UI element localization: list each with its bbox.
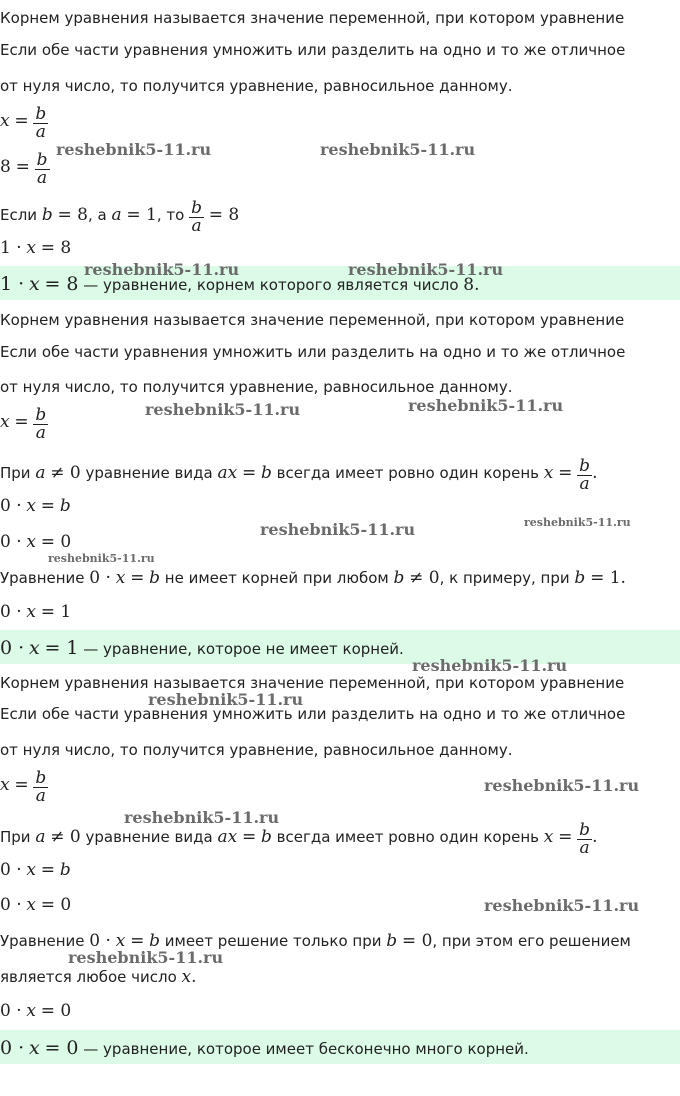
infinite-roots-statement: Уравнение 0 · x = b имеет решение только при b = 0, при этом его решением <box>0 931 631 951</box>
answer-line-3: 0 · x = 0 — уравнение, которое имеет бесконечно много корней. <box>0 1037 529 1059</box>
formula-0x-eq-0: 0 · x = 0 <box>0 895 72 915</box>
watermark: reshebnik5-11.ru <box>412 656 568 675</box>
definition-text: Корнем уравнения называется значение переменной, при котором уравнение <box>0 9 625 27</box>
no-roots-statement: Уравнение 0 · x = b не имеет корней при любом b ≠ 0, к примеру, при b = 1. <box>0 568 626 588</box>
answer-line-2: 0 · x = 1 — уравнение, которое не имеет корней. <box>0 637 404 659</box>
definition-text: Корнем уравнения называется значение переменной, при котором уравнение <box>0 311 625 329</box>
watermark: reshebnik5-11.ru <box>408 396 564 415</box>
rule-text-line-2: от нуля число, то получится уравнение, равносильное данному. <box>0 77 513 95</box>
rule-text-line-1: Если обе части уравнения умножить или разделить на одно и то же отличное <box>0 41 626 59</box>
formula-0x-eq-0-repeat: 0 · x = 0 <box>0 1001 72 1021</box>
watermark: reshebnik5-11.ru <box>260 520 416 539</box>
formula-x-eq-b-over-a: x = $\frac{b}{a}$ <box>0 104 47 142</box>
formula-x-eq-b-over-a: x = $\frac{b}{a}$ <box>0 768 47 806</box>
formula-0x-eq-b: 0 · x = b <box>0 496 71 516</box>
watermark: reshebnik5-11.ru <box>145 400 301 419</box>
watermark: reshebnik5-11.ru <box>320 140 476 159</box>
formula-0x-eq-0: 0 · x = 0 <box>0 532 72 552</box>
infinite-roots-statement-line-2: является любое число x. <box>0 967 197 987</box>
watermark: reshebnik5-11.ru <box>148 690 304 709</box>
watermark: reshebnik5-11.ru <box>48 552 155 565</box>
one-root-statement: При a ≠ 0 уравнение вида ax = b всегда имеет ровно один корень x = $\frac{b}{a}$ . <box>0 820 598 858</box>
formula-0x-eq-1: 0 · x = 1 <box>0 602 72 622</box>
watermark: reshebnik5-11.ru <box>56 140 212 159</box>
watermark: reshebnik5-11.ru <box>524 516 631 529</box>
one-root-statement: При a ≠ 0 уравнение вида ax = b всегда имеет ровно один корень x = $\frac{b}{a}$ . <box>0 456 598 494</box>
rule-text-line-2: от нуля число, то получится уравнение, равносильное данному. <box>0 741 513 759</box>
formula-0x-eq-b: 0 · x = b <box>0 860 71 880</box>
formula-x-eq-b-over-a: x = $\frac{b}{a}$ <box>0 405 47 443</box>
definition-text: Корнем уравнения называется значение переменной, при котором уравнение <box>0 674 625 692</box>
formula-1x-eq-8: 1 · x = 8 <box>0 238 72 258</box>
rule-text-line-1: Если обе части уравнения умножить или разделить на одно и то же отличное <box>0 343 626 361</box>
watermark: reshebnik5-11.ru <box>484 776 640 795</box>
watermark: reshebnik5-11.ru <box>84 260 240 279</box>
formula-8-eq-b-over-a: 8 = $\frac{b}{a}$ <box>0 150 48 188</box>
watermark: reshebnik5-11.ru <box>484 896 640 915</box>
rule-text-line-2: от нуля число, то получится уравнение, равносильное данному. <box>0 378 513 396</box>
watermark: reshebnik5-11.ru <box>68 948 224 967</box>
condition-line: Если b = 8, а a = 1, то $\frac{b}{a}$ = 8 <box>0 198 240 236</box>
watermark: reshebnik5-11.ru <box>348 260 504 279</box>
watermark: reshebnik5-11.ru <box>124 808 280 827</box>
rule-text-line-1: Если обе части уравнения умножить или разделить на одно и то же отличное <box>0 705 626 723</box>
answer-line-1: 1 · x = 8 — уравнение, корнем которого является число 8. <box>0 273 480 295</box>
